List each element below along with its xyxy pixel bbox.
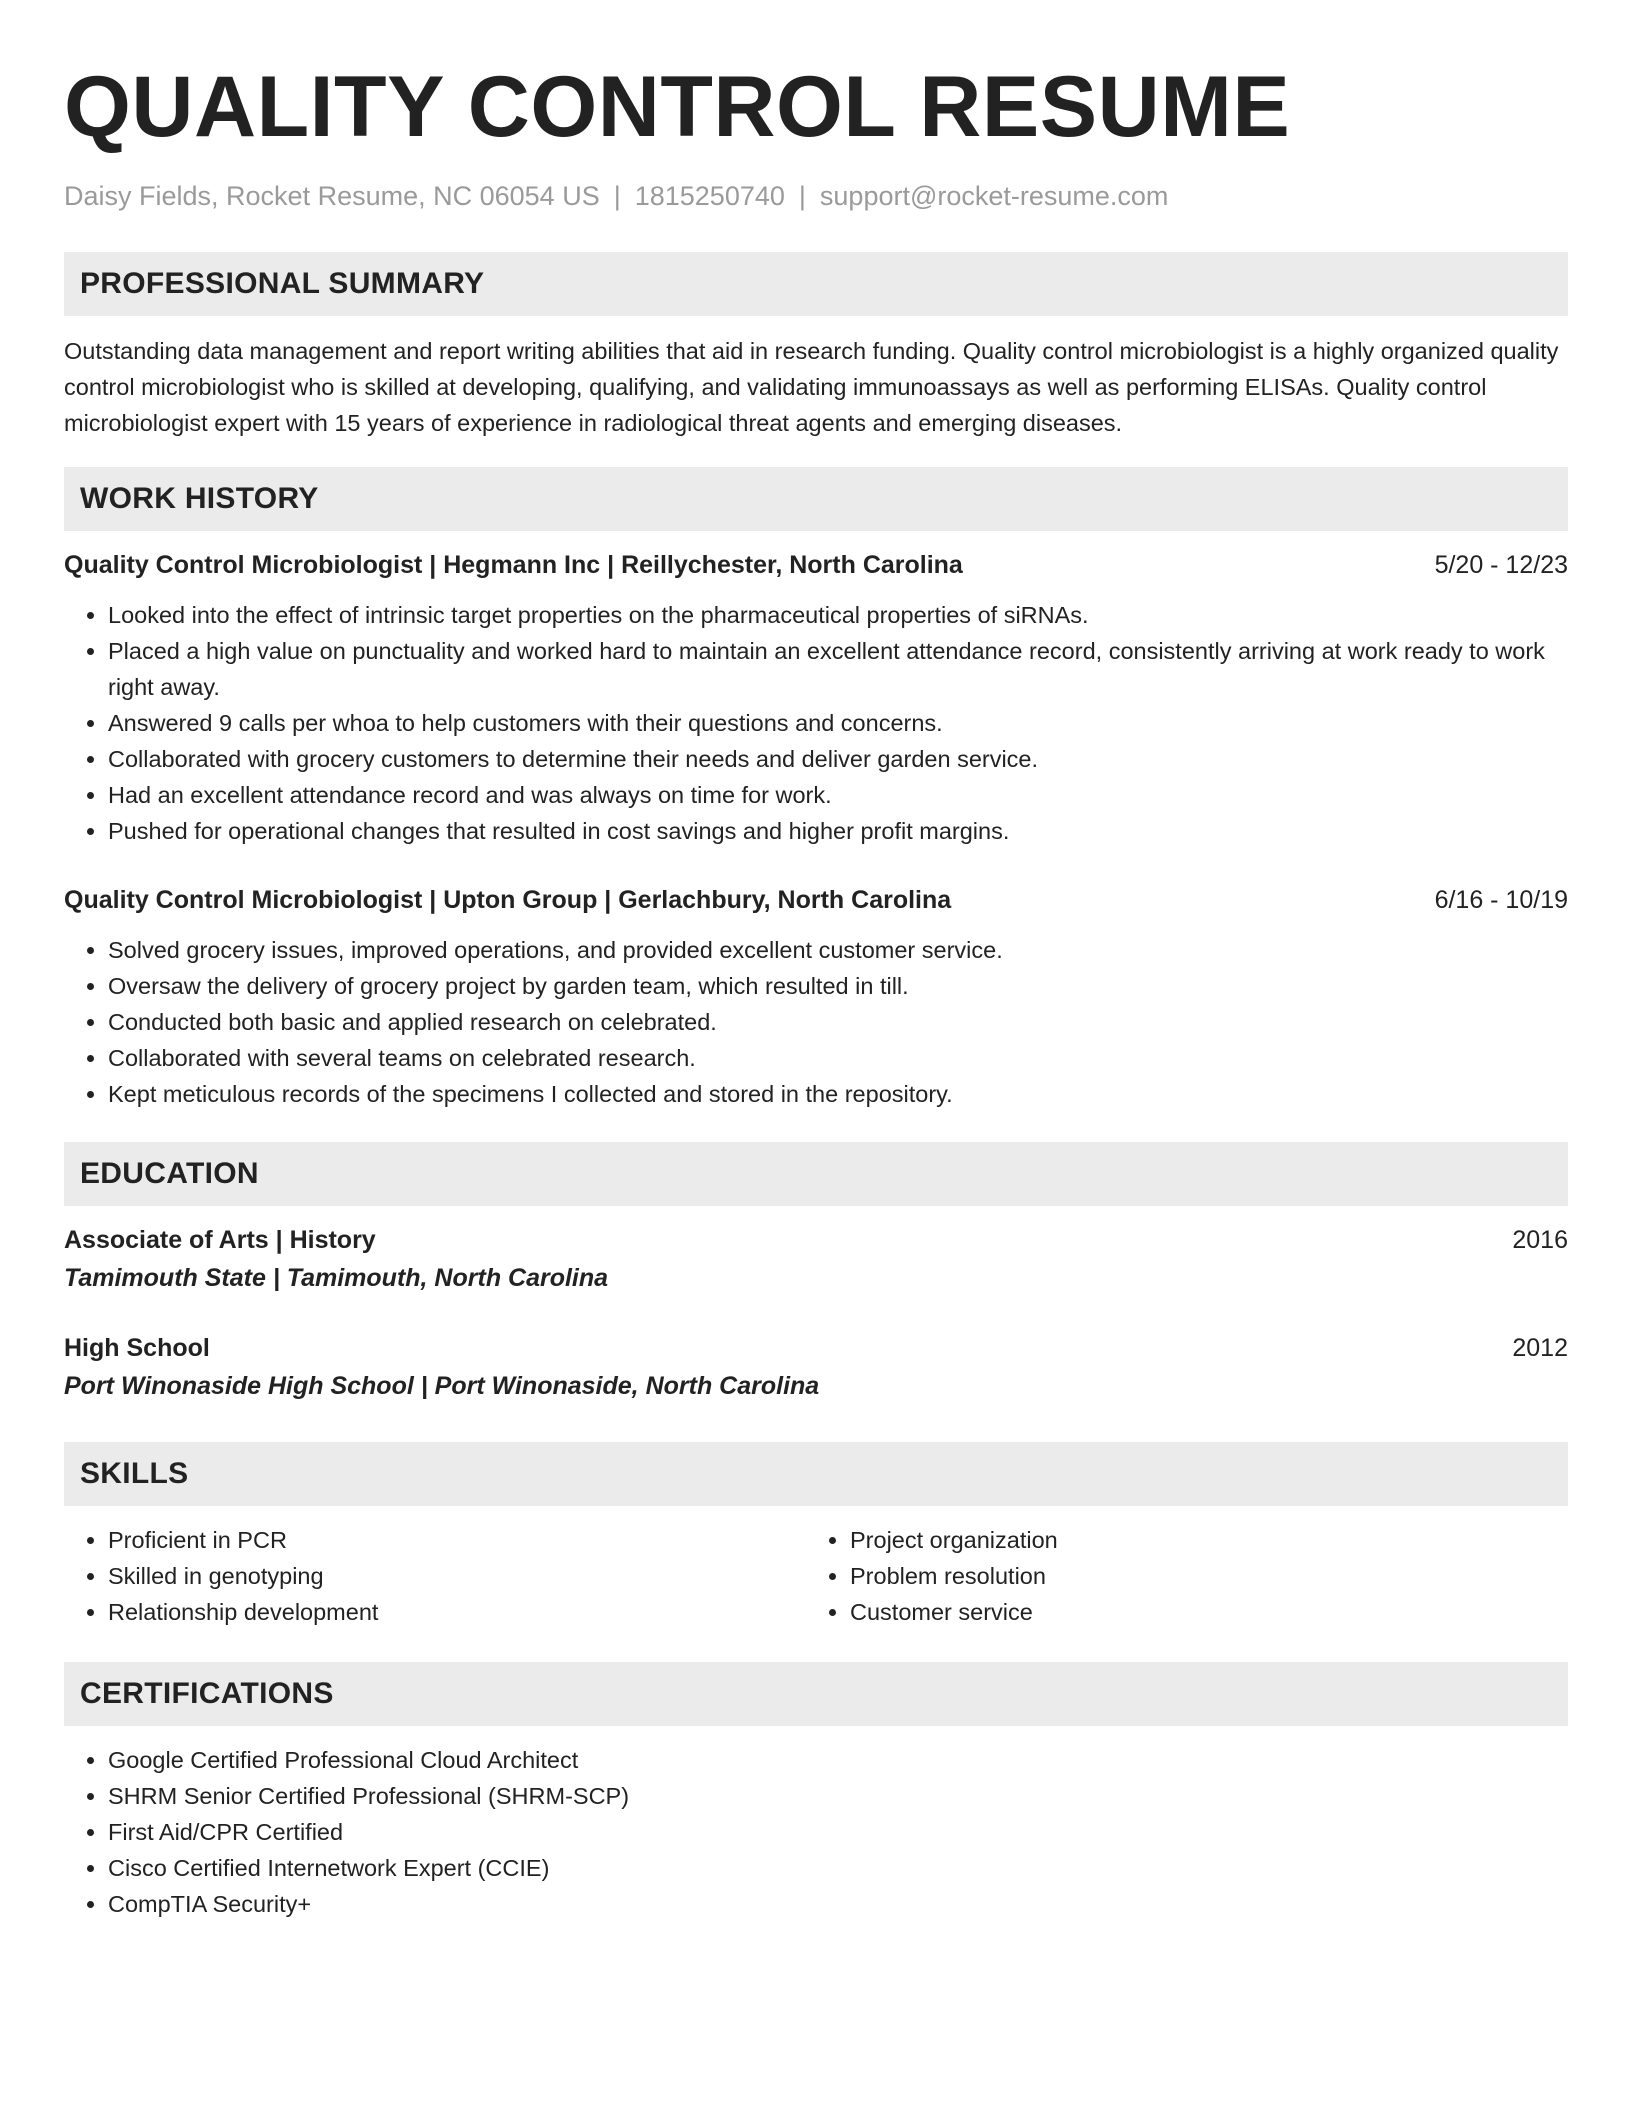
section-title: EDUCATION	[80, 1157, 259, 1190]
certifications-list	[64, 1742, 1568, 1922]
education-entry	[64, 1330, 1568, 1404]
job-header	[64, 547, 1568, 583]
education-degree: High School	[64, 1334, 210, 1362]
skill-item: • Skilled in genotyping	[108, 1558, 806, 1594]
list-item: • Oversaw the delivery of grocery project by garden team, which resulted in till.	[108, 968, 1568, 1004]
education-school: Tamimouth State | Tamimouth, North Carolina	[64, 1264, 609, 1292]
section-header-education	[64, 1142, 1568, 1206]
list-item: • Collaborated with grocery customers to determine their needs and deliver garden service.	[108, 741, 1568, 777]
skills-right-column	[806, 1522, 1548, 1630]
section-title: SKILLS	[80, 1457, 189, 1490]
contact-line	[64, 178, 1568, 214]
skills-left-column	[64, 1522, 806, 1630]
certification-item: • CompTIA Security+	[108, 1886, 1568, 1922]
section-title: PROFESSIONAL SUMMARY	[80, 267, 485, 300]
contact-address: Daisy Fields, Rocket Resume, NC 06054 US	[64, 181, 600, 211]
section-header-summary	[64, 252, 1568, 316]
job-dates: 6/16 - 10/19	[1434, 886, 1568, 914]
job-bullets	[64, 597, 1568, 849]
education-year: 2016	[1512, 1226, 1568, 1254]
section-title: CERTIFICATIONS	[80, 1677, 334, 1710]
certification-item: • Google Certified Professional Cloud Architect	[108, 1742, 1568, 1778]
contact-separator: |	[798, 181, 806, 211]
skills-columns	[64, 1522, 1568, 1630]
contact-email: support@rocket-resume.com	[819, 181, 1169, 211]
skill-item: • Relationship development	[108, 1594, 806, 1630]
list-item: • Had an excellent attendance record and was always on time for work.	[108, 777, 1568, 813]
certification-item: • First Aid/CPR Certified	[108, 1814, 1568, 1850]
list-item: • Kept meticulous records of the specimens I collected and stored in the repository.	[108, 1076, 1568, 1112]
job-title: Quality Control Microbiologist | Upton Group | Gerlachbury, North Carolina	[64, 886, 952, 914]
job-header	[64, 882, 1568, 918]
resume-title: QUALITY CONTROL RESUME	[64, 59, 1291, 155]
list-item: • Collaborated with several teams on celebrated research.	[108, 1040, 1568, 1076]
list-item: • Pushed for operational changes that resulted in cost savings and higher profit margins.	[108, 813, 1568, 849]
certification-item: • Cisco Certified Internetwork Expert (CCIE)	[108, 1850, 1568, 1886]
job-bullets	[64, 932, 1568, 1112]
section-header-certifications	[64, 1662, 1568, 1726]
section-title: WORK HISTORY	[80, 482, 319, 515]
resume-page	[64, 52, 1568, 1922]
contact-separator: |	[613, 181, 621, 211]
certification-item: • SHRM Senior Certified Professional (SHRM-SCP)	[108, 1778, 1568, 1814]
skill-item: • Proficient in PCR	[108, 1522, 806, 1558]
job-entry	[64, 547, 1568, 849]
list-item: • Conducted both basic and applied research on celebrated.	[108, 1004, 1568, 1040]
summary-text: Outstanding data management and report writing abilities that aid in research funding. Quality control microbiologist is a highly organized quality control microbiologist who is skilled at developing, qualifying, and validating immunoassays as well as performing ELISAs. Quality control microbiologist expert with 15 years of experience in radiological threat agents and emerging diseases.	[64, 338, 1559, 436]
list-item: • Answered 9 calls per whoa to help customers with their questions and concerns.	[108, 705, 1568, 741]
section-header-work-history	[64, 467, 1568, 531]
education-school: Port Winonaside High School | Port Winonaside, North Carolina	[64, 1372, 820, 1400]
section-header-skills	[64, 1442, 1568, 1506]
job-title: Quality Control Microbiologist | Hegmann Inc | Reillychester, North Carolina	[64, 551, 963, 579]
education-entry	[64, 1222, 1568, 1296]
job-entry	[64, 882, 1568, 1112]
job-dates: 5/20 - 12/23	[1434, 551, 1568, 579]
education-year: 2012	[1512, 1334, 1568, 1362]
list-item: • Solved grocery issues, improved operations, and provided excellent customer service.	[108, 932, 1568, 968]
list-item: • Placed a high value on punctuality and worked hard to maintain an excellent attendance record, consistently arriving at work ready to work right away.	[108, 633, 1568, 705]
education-degree: Associate of Arts | History	[64, 1226, 376, 1254]
education-header	[64, 1330, 1568, 1366]
skill-item: • Problem resolution	[850, 1558, 1548, 1594]
contact-phone: 1815250740	[634, 181, 785, 211]
list-item: • Looked into the effect of intrinsic target properties on the pharmaceutical properties of siRNAs.	[108, 597, 1568, 633]
education-header	[64, 1222, 1568, 1258]
skill-item: • Customer service	[850, 1594, 1548, 1630]
skill-item: • Project organization	[850, 1522, 1548, 1558]
